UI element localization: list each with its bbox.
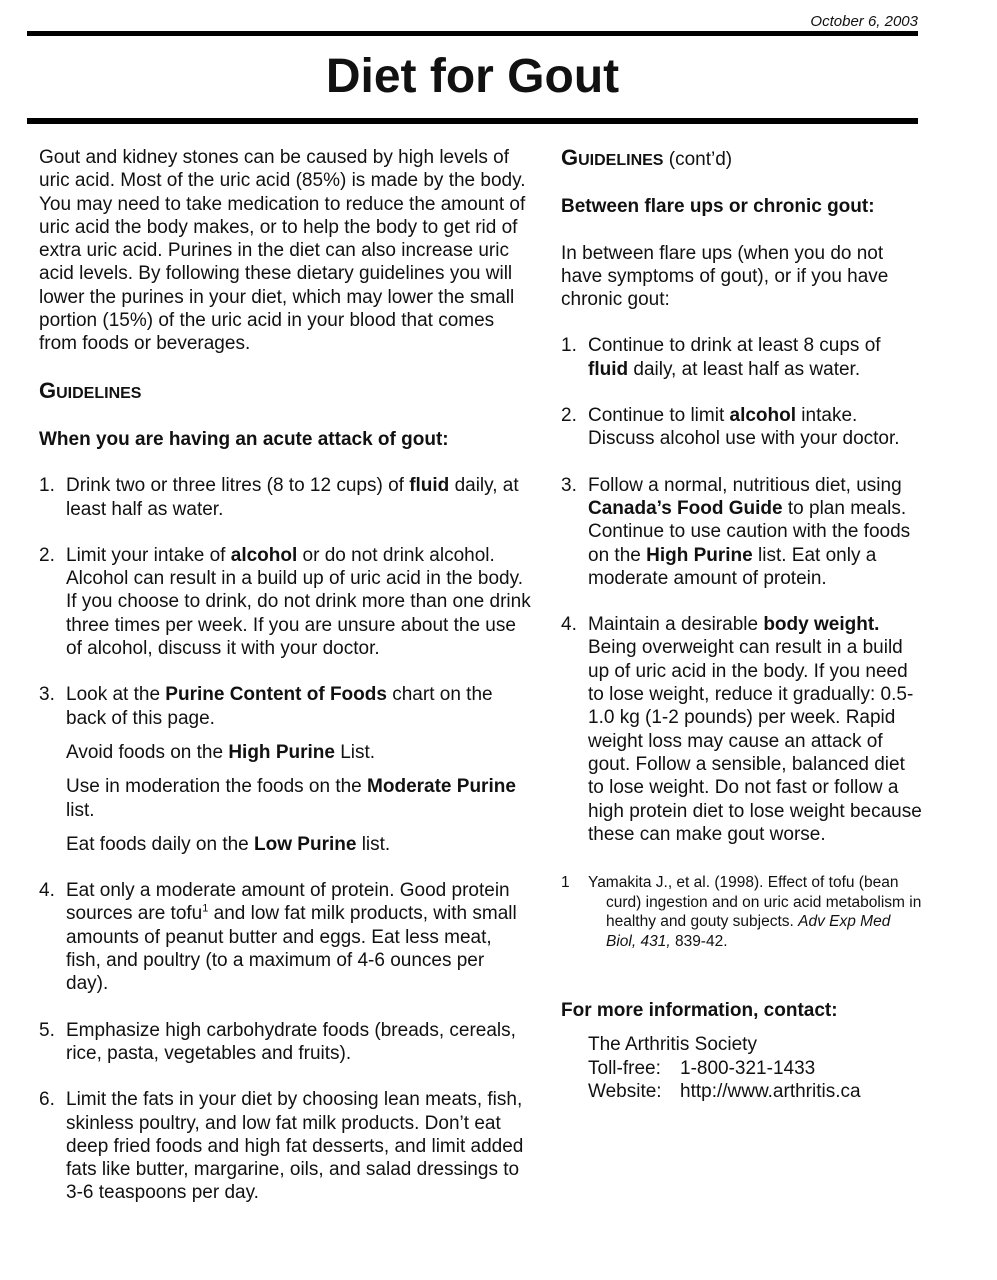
list-item: 3. Look at the Purine Content of Foods chart on the back of this page. Avoid foods on the High Purine List. Use in moderation the foods on the Moderate Purine list. Eat foods daily on the Low Purine list. — [39, 683, 531, 856]
left-column — [39, 146, 531, 1228]
top-rule — [27, 31, 918, 36]
moderate-purine-note: Use in moderation the foods on the Moderate Purine list. — [66, 776, 516, 821]
chronic-guidelines-list — [561, 334, 923, 846]
guidelines-heading: GUIDELINES — [39, 377, 142, 403]
contact-block — [561, 1033, 923, 1103]
list-item: 4. Eat only a moderate amount of protein. Good protein sources are tofu$^1$ and low fat milk products, with small amounts of peanut butter and eggs. Eat less meat, fish, and poultry (to a maximum of 4-6 ounces per day). — [39, 880, 517, 995]
title-rule — [27, 118, 918, 124]
page-title: Diet for Gout — [325, 50, 620, 103]
contact-website: Website: http://www.arthritis.ca — [588, 1081, 861, 1103]
list-item: 2. Continue to limit alcohol intake. Discuss alcohol use with your doctor. — [561, 405, 900, 450]
chronic-intro: In between flare ups (when you do not have symptoms of gout), or if you have chronic gout: — [561, 242, 889, 311]
contact-phone: Toll-free: 1-800-321-1433 — [588, 1057, 816, 1079]
acute-attack-subheading: When you are having an acute attack of gout: — [39, 428, 449, 450]
website-link[interactable]: http://www.arthritis.ca — [680, 1081, 861, 1103]
list-item: 3. Follow a normal, nutritious diet, using Canada’s Food Guide to plan meals. Continue to use caution with the foods on the High Purine list. Eat only a moderate amount of protein. — [561, 474, 911, 589]
contact-organization: The Arthritis Society — [588, 1034, 757, 1056]
acute-guidelines-list — [39, 474, 531, 1204]
guidelines-contd-heading: GUIDELINES (cont’d) — [561, 145, 733, 170]
low-purine-note: Eat foods daily on the Low Purine list. — [66, 833, 391, 855]
high-purine-note: Avoid foods on the High Purine List. — [66, 741, 376, 763]
footnote: 1 Yamakita J., et al. (1998). Effect of tofu (bean curd) ingestion and on uric acid metabolism in healthy and gouty subjects. Adv Exp Med Biol, 431, 839-42. — [561, 874, 922, 950]
chronic-gout-subheading: Between flare ups or chronic gout: — [561, 196, 875, 218]
contact-heading: For more information, contact: — [561, 1000, 838, 1022]
list-item: 5. Emphasize high carbohydrate foods (breads, cereals, rice, pasta, vegetables and fruits). — [39, 1019, 516, 1064]
list-item: 1. Continue to drink at least 8 cups of fluid daily, at least half as water. — [561, 335, 881, 380]
list-item: 4. Maintain a desirable body weight. Being overweight can result in a build up of uric acid in the body. If you need to lose weight, reduce it gradually: 0.5-1.0 kg (1-2 pounds) per week. Rapid weight loss may cause an attack of gout. Follow a sensible, balanced diet to lose weight. Do not fast or follow a high protein diet to lose weight because these can make gout worse. — [561, 614, 922, 845]
list-item: 1. Drink two or three litres (8 to 12 cups) of fluid daily, at least half as water. — [39, 475, 519, 520]
right-column — [561, 146, 923, 1103]
document-date: October 6, 2003 — [810, 13, 918, 30]
intro-paragraph: Gout and kidney stones can be caused by high levels of uric acid. Most of the uric acid (85%) is made by the body. You may need to take medication to reduce the amount of uric acid the body makes, or to help the body to get rid of extra uric acid. Purines in the diet can also increase uric acid levels. By following these dietary guidelines you will lower the purines in your diet, which may lower the small portion (15%) of the uric acid in your blood that comes from foods or beverages. — [39, 147, 526, 355]
footnote-reference: 1 — [202, 903, 209, 916]
list-item: 2. Limit your intake of alcohol or do not drink alcohol. Alcohol can result in a build up of uric acid in the body. If you choose to drink, do not drink more than one drink three times per week. If you are unsure about the use of alcohol, discuss it with your doctor. — [39, 544, 531, 660]
list-item: 6. Limit the fats in your diet by choosing lean meats, fish, skinless poultry, and low fat milk products. Don’t eat deep fried foods and high fat desserts, and limit added fats like butter, margarine, oils, and salad dressings to 3-6 teaspoons per day. — [39, 1089, 524, 1204]
